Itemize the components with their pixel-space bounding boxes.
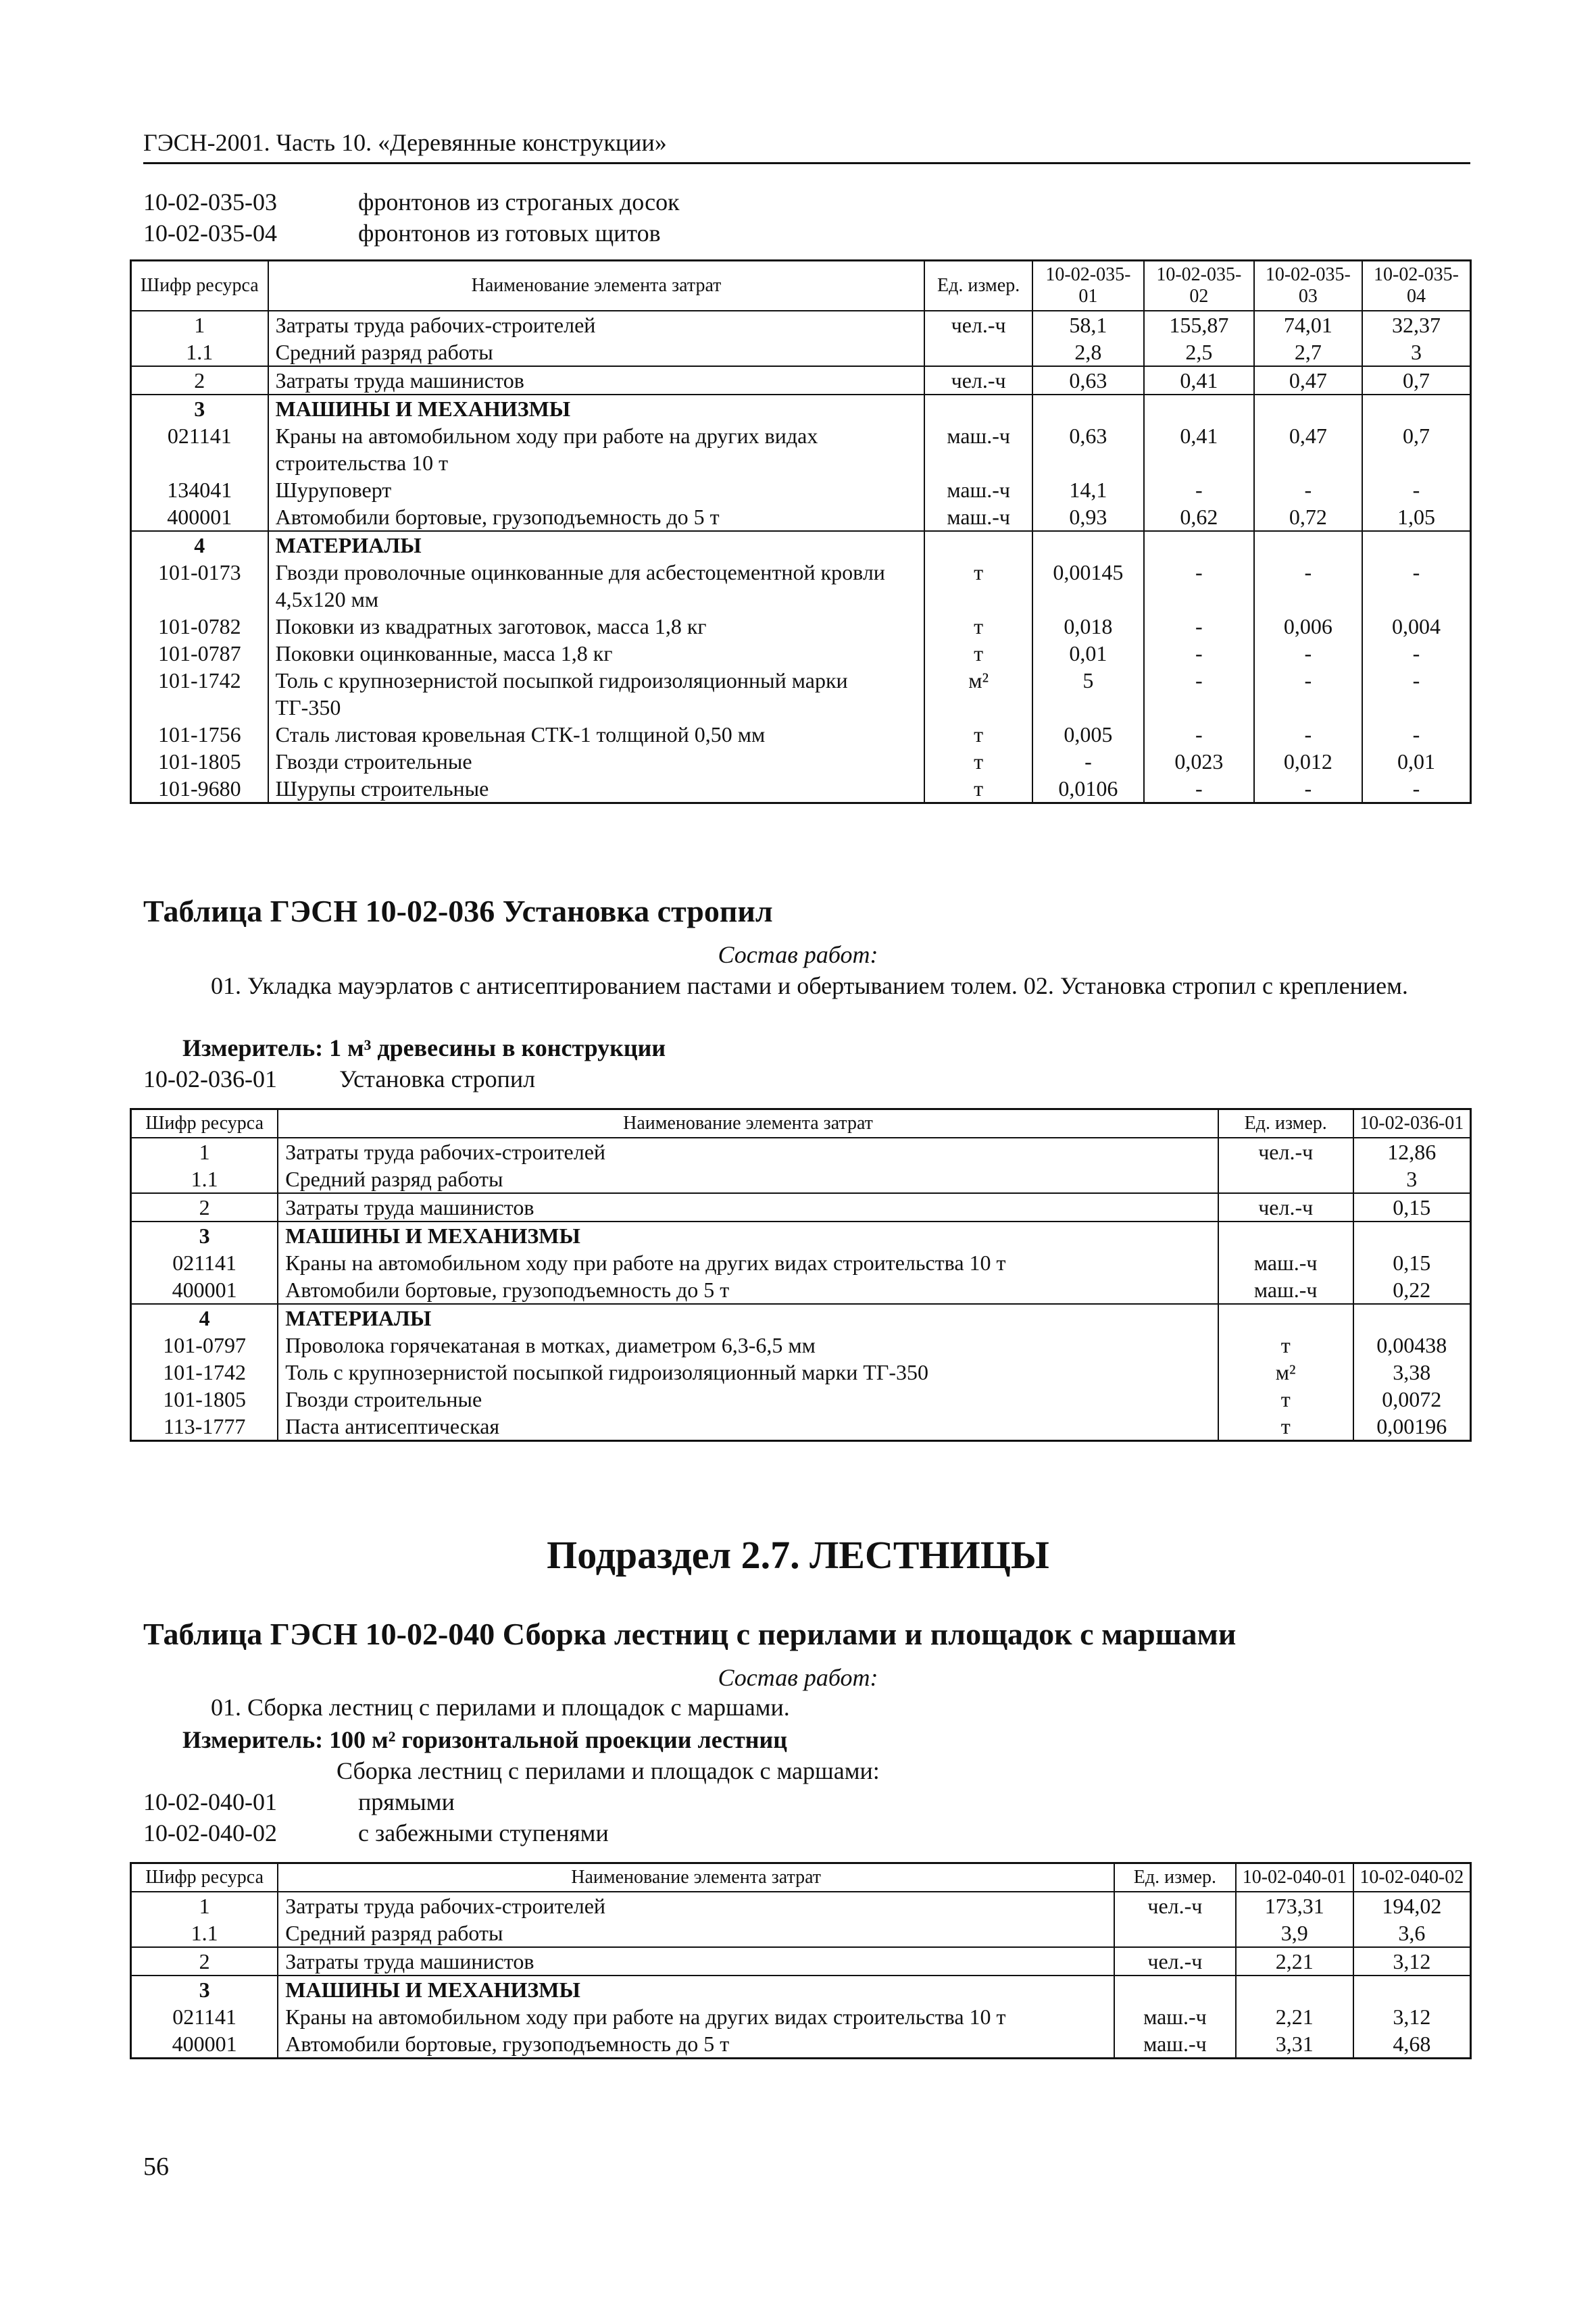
resource-value: - <box>1362 721 1470 748</box>
resource-value: 0,018 <box>1032 613 1144 640</box>
resource-value: 155,87 <box>1144 311 1254 338</box>
resource-name: Поковки оцинкованные, масса 1,8 кг <box>268 640 925 667</box>
table-title-036: Таблица ГЭСН 10-02-036 Установка стропил <box>143 894 773 928</box>
resource-value: 173,31 <box>1236 1892 1353 1919</box>
resource-code: 2 <box>131 1947 278 1976</box>
resource-unit <box>924 531 1032 559</box>
table-row <box>131 1413 1471 1441</box>
table-row <box>131 366 1471 395</box>
resource-value: - <box>1144 613 1254 640</box>
resource-table-036 <box>130 1108 1472 1442</box>
resource-code: 1.1 <box>131 338 268 366</box>
resource-value: - <box>1254 476 1362 503</box>
resource-value: 3,12 <box>1353 2003 1471 2030</box>
header-code: Шифр ресурса <box>131 261 268 311</box>
table-row <box>131 1249 1471 1276</box>
resource-unit: т <box>924 640 1032 667</box>
resource-value <box>1362 395 1470 422</box>
resource-value: 3,31 <box>1236 2030 1353 2059</box>
resource-table-035 <box>130 259 1472 804</box>
resource-value <box>1144 395 1254 422</box>
resource-name: Затраты труда рабочих-строителей <box>278 1892 1114 1919</box>
resource-value: 12,86 <box>1353 1138 1471 1165</box>
resource-value <box>1353 1222 1471 1249</box>
resource-value: - <box>1144 775 1254 803</box>
resource-unit: чел.-ч <box>1114 1947 1236 1976</box>
resource-name: Автомобили бортовые, грузоподъемность до 5 т <box>278 2030 1114 2059</box>
table-row <box>131 1304 1471 1332</box>
resource-code: 101-0797 <box>131 1332 278 1359</box>
resource-value: 0,15 <box>1353 1193 1471 1222</box>
resource-code: 101-1742 <box>131 667 268 721</box>
resource-code: 3 <box>131 395 268 422</box>
variant-lead: Сборка лестниц с перилами и площадок с маршами: <box>336 1757 880 1784</box>
resource-value: - <box>1254 721 1362 748</box>
resource-value <box>1254 395 1362 422</box>
header-variant: 10-02-035-01 <box>1032 261 1144 311</box>
resource-name: Поковки из квадратных заготовок, масса 1,8 кг <box>268 613 925 640</box>
resource-code: 101-9680 <box>131 775 268 803</box>
table-row <box>131 395 1471 422</box>
table-title-040: Таблица ГЭСН 10-02-040 Сборка лестниц с перилами и площадок с маршами <box>143 1617 1237 1651</box>
resource-name: Автомобили бортовые, грузоподъемность до 5 т <box>278 1276 1218 1304</box>
resource-value: 0,00196 <box>1353 1413 1471 1441</box>
resource-value: 0,7 <box>1362 366 1470 395</box>
variant-code: 10-02-040-01 <box>143 1788 277 1815</box>
resource-code: 101-0173 <box>131 559 268 613</box>
variant-line <box>143 188 680 216</box>
subsection-title: Подраздел 2.7. ЛЕСТНИЦЫ <box>547 1533 1049 1577</box>
resource-value: 32,37 <box>1362 311 1470 338</box>
resource-value: 3,38 <box>1353 1359 1471 1386</box>
resource-value: - <box>1254 775 1362 803</box>
resource-unit: чел.-ч <box>924 366 1032 395</box>
resource-unit: т <box>1218 1332 1353 1359</box>
resource-value: 0,004 <box>1362 613 1470 640</box>
resource-code: 101-1805 <box>131 1386 278 1413</box>
meter-line: Измеритель: 100 м² горизонтальной проекции лестниц <box>182 1726 788 1753</box>
resource-value: 5 <box>1032 667 1144 721</box>
resource-name: Гвозди строительные <box>278 1386 1218 1413</box>
resource-value: 3 <box>1353 1165 1471 1193</box>
resource-value: 0,63 <box>1032 366 1144 395</box>
resource-value: 3,12 <box>1353 1947 1471 1976</box>
resource-unit: маш.-ч <box>924 422 1032 476</box>
header-name: Наименование элемента затрат <box>268 261 925 311</box>
table-row <box>131 1919 1471 1947</box>
resource-unit <box>1218 1222 1353 1249</box>
resource-value: 0,41 <box>1144 366 1254 395</box>
resource-value: 0,0072 <box>1353 1386 1471 1413</box>
variant-line <box>143 1065 535 1093</box>
variant-line <box>143 1788 455 1816</box>
resource-name: Средний разряд работы <box>268 338 925 366</box>
resource-value: - <box>1362 640 1470 667</box>
resource-name: Гвозди проволочные оцинкованные для асбестоцементной кровли 4,5х120 мм <box>268 559 925 613</box>
header-variant: 10-02-040-02 <box>1353 1863 1471 1892</box>
table-row <box>131 2003 1471 2030</box>
resource-code: 4 <box>131 531 268 559</box>
resource-value: - <box>1254 667 1362 721</box>
table-row <box>131 1947 1471 1976</box>
resource-value: 0,7 <box>1362 422 1470 476</box>
resource-value: 2,7 <box>1254 338 1362 366</box>
sostav-label: Состав работ: <box>718 941 878 968</box>
table-row <box>131 1222 1471 1249</box>
resource-name: МАШИНЫ И МЕХАНИЗМЫ <box>278 1976 1114 2003</box>
resource-value: - <box>1362 559 1470 613</box>
resource-code: 2 <box>131 1193 278 1222</box>
header-variant: 10-02-035-04 <box>1362 261 1470 311</box>
table-row <box>131 721 1471 748</box>
resource-value: - <box>1144 667 1254 721</box>
resource-name: Затраты труда машинистов <box>278 1947 1114 1976</box>
header-variant: 10-02-036-01 <box>1353 1109 1471 1138</box>
resource-value: 0,0106 <box>1032 775 1144 803</box>
resource-unit <box>924 395 1032 422</box>
resource-code: 3 <box>131 1222 278 1249</box>
resource-name: Толь с крупнозернистой посыпкой гидроизоляционный марки ТГ-350 <box>268 667 925 721</box>
resource-unit: т <box>1218 1413 1353 1441</box>
resource-value <box>1032 395 1144 422</box>
resource-unit: т <box>924 721 1032 748</box>
resource-unit: маш.-ч <box>1114 2003 1236 2030</box>
resource-code: 400001 <box>131 2030 278 2059</box>
resource-unit <box>1114 1919 1236 1947</box>
variant-code: 10-02-036-01 <box>143 1065 277 1092</box>
resource-value: 0,62 <box>1144 503 1254 531</box>
variant-line <box>143 1819 609 1847</box>
resource-unit: т <box>924 613 1032 640</box>
resource-unit <box>924 338 1032 366</box>
header-variant: 10-02-035-02 <box>1144 261 1254 311</box>
resource-code: 101-0782 <box>131 613 268 640</box>
header-variant: 10-02-035-03 <box>1254 261 1362 311</box>
resource-unit: т <box>924 775 1032 803</box>
resource-name: Автомобили бортовые, грузоподъемность до 5 т <box>268 503 925 531</box>
resource-value: 2,21 <box>1236 1947 1353 1976</box>
resource-name: Средний разряд работы <box>278 1919 1114 1947</box>
resource-name: Затраты труда машинистов <box>268 366 925 395</box>
header-name: Наименование элемента затрат <box>278 1863 1114 1892</box>
resource-code: 113-1777 <box>131 1413 278 1441</box>
table-row <box>131 531 1471 559</box>
resource-value: - <box>1144 721 1254 748</box>
sostav-text: 01. Сборка лестниц с перилами и площадок с маршами. <box>211 1694 790 1721</box>
resource-name: Проволока горячекатаная в мотках, диаметром 6,3-6,5 мм <box>278 1332 1218 1359</box>
resource-value <box>1362 531 1470 559</box>
resource-value <box>1353 1304 1471 1332</box>
resource-unit: маш.-ч <box>924 503 1032 531</box>
header-code: Шифр ресурса <box>131 1863 278 1892</box>
resource-unit: чел.-ч <box>1114 1892 1236 1919</box>
resource-value: 0,47 <box>1254 422 1362 476</box>
resource-unit <box>1218 1304 1353 1332</box>
resource-unit <box>1218 1165 1353 1193</box>
meter-line: Измеритель: 1 м³ древесины в конструкции <box>182 1034 666 1061</box>
table-row <box>131 311 1471 338</box>
resource-name: Краны на автомобильном ходу при работе на других видах строительства 10 т <box>278 2003 1114 2030</box>
header-rule <box>143 162 1470 164</box>
table-row <box>131 748 1471 775</box>
resource-value <box>1353 1976 1471 2003</box>
variant-line <box>143 219 661 247</box>
variant-text: прямыми <box>358 1788 455 1815</box>
resource-value: 0,005 <box>1032 721 1144 748</box>
resource-code: 134041 <box>131 476 268 503</box>
resource-name: Затраты труда машинистов <box>278 1193 1218 1222</box>
table-row <box>131 2030 1471 2059</box>
resource-code: 021141 <box>131 1249 278 1276</box>
header-unit: Ед. измер. <box>1114 1863 1236 1892</box>
variant-code: 10-02-035-04 <box>143 220 277 247</box>
resource-unit: маш.-ч <box>924 476 1032 503</box>
resource-value: 2,8 <box>1032 338 1144 366</box>
resource-code: 1 <box>131 1892 278 1919</box>
resource-unit: маш.-ч <box>1114 2030 1236 2059</box>
resource-value: 0,01 <box>1362 748 1470 775</box>
resource-value: - <box>1032 748 1144 775</box>
resource-value: 0,41 <box>1144 422 1254 476</box>
resource-unit <box>1114 1976 1236 2003</box>
resource-value: 4,68 <box>1353 2030 1471 2059</box>
table-row <box>131 503 1471 531</box>
table-row <box>131 1138 1471 1165</box>
resource-unit: чел.-ч <box>1218 1138 1353 1165</box>
header-unit: Ед. измер. <box>924 261 1032 311</box>
header-unit: Ед. измер. <box>1218 1109 1353 1138</box>
resource-value: 2,5 <box>1144 338 1254 366</box>
resource-value: - <box>1144 559 1254 613</box>
variant-text: фронтонов из строганых досок <box>358 188 680 216</box>
resource-value: 0,023 <box>1144 748 1254 775</box>
resource-value: 0,012 <box>1254 748 1362 775</box>
resource-name: Шурупы строительные <box>268 775 925 803</box>
table-row <box>131 640 1471 667</box>
variant-text: с забежными ступенями <box>358 1819 609 1846</box>
resource-unit: м² <box>1218 1359 1353 1386</box>
resource-value: - <box>1362 775 1470 803</box>
resource-value: 3,6 <box>1353 1919 1471 1947</box>
resource-code: 101-1756 <box>131 721 268 748</box>
table-row <box>131 1276 1471 1304</box>
resource-name: Краны на автомобильном ходу при работе на других видах строительства 10 т <box>278 1249 1218 1276</box>
variant-text: Установка стропил <box>339 1065 536 1092</box>
resource-name: Гвозди строительные <box>268 748 925 775</box>
table-row <box>131 1332 1471 1359</box>
resource-code: 1 <box>131 311 268 338</box>
table-row <box>131 422 1471 476</box>
resource-unit: т <box>924 748 1032 775</box>
resource-unit: чел.-ч <box>924 311 1032 338</box>
resource-value: - <box>1362 667 1470 721</box>
resource-name: Краны на автомобильном ходу при работе на других видах строительства 10 т <box>268 422 925 476</box>
resource-value: 0,00438 <box>1353 1332 1471 1359</box>
table-row <box>131 1892 1471 1919</box>
resource-code: 3 <box>131 1976 278 2003</box>
sostav-label: Состав работ: <box>718 1664 878 1691</box>
resource-value: 0,72 <box>1254 503 1362 531</box>
resource-value: 1,05 <box>1362 503 1470 531</box>
table-row <box>131 613 1471 640</box>
resource-code: 2 <box>131 366 268 395</box>
table-row <box>131 1359 1471 1386</box>
resource-name: Толь с крупнозернистой посыпкой гидроизоляционный марки ТГ-350 <box>278 1359 1218 1386</box>
resource-value: 58,1 <box>1032 311 1144 338</box>
resource-unit: маш.-ч <box>1218 1249 1353 1276</box>
resource-name: Паста антисептическая <box>278 1413 1218 1441</box>
resource-name: Шуруповерт <box>268 476 925 503</box>
resource-value: 0,63 <box>1032 422 1144 476</box>
resource-name: Сталь листовая кровельная СТК-1 толщиной 0,50 мм <box>268 721 925 748</box>
variant-code: 10-02-035-03 <box>143 188 277 216</box>
resource-value: - <box>1254 640 1362 667</box>
resource-value: - <box>1254 559 1362 613</box>
resource-code: 021141 <box>131 422 268 476</box>
resource-name: Затраты труда рабочих-строителей <box>278 1138 1218 1165</box>
running-header: ГЭСН-2001. Часть 10. «Деревянные конструкции» <box>143 129 667 156</box>
sostav-text: 01. Укладка мауэрлатов с антисептированием пастами и обертыванием толем. 02. Установка стропил с креплением. <box>211 972 1408 999</box>
table-row <box>131 476 1471 503</box>
resource-name: МАШИНЫ И МЕХАНИЗМЫ <box>268 395 925 422</box>
header-name: Наименование элемента затрат <box>278 1109 1218 1138</box>
table-header-row <box>131 1109 1471 1138</box>
header-variant: 10-02-040-01 <box>1236 1863 1353 1892</box>
resource-value: - <box>1144 476 1254 503</box>
resource-value: 3 <box>1362 338 1470 366</box>
table-row <box>131 1386 1471 1413</box>
resource-value <box>1236 1976 1353 2003</box>
resource-value: 0,93 <box>1032 503 1144 531</box>
resource-code: 400001 <box>131 503 268 531</box>
resource-value: 0,15 <box>1353 1249 1471 1276</box>
table-header-row <box>131 261 1471 311</box>
variant-text: фронтонов из готовых щитов <box>358 220 661 247</box>
table-row <box>131 1193 1471 1222</box>
resource-value: 74,01 <box>1254 311 1362 338</box>
resource-unit: маш.-ч <box>1218 1276 1353 1304</box>
resource-name: Затраты труда рабочих-строителей <box>268 311 925 338</box>
resource-unit: т <box>1218 1386 1353 1413</box>
resource-code: 1.1 <box>131 1165 278 1193</box>
resource-code: 101-1742 <box>131 1359 278 1386</box>
resource-name: МАШИНЫ И МЕХАНИЗМЫ <box>278 1222 1218 1249</box>
resource-name: МАТЕРИАЛЫ <box>278 1304 1218 1332</box>
resource-value: 0,47 <box>1254 366 1362 395</box>
table-header-row <box>131 1863 1471 1892</box>
resource-value: 3,9 <box>1236 1919 1353 1947</box>
table-row <box>131 1976 1471 2003</box>
resource-code: 1.1 <box>131 1919 278 1947</box>
resource-unit: чел.-ч <box>1218 1193 1353 1222</box>
table-row <box>131 667 1471 721</box>
resource-code: 021141 <box>131 2003 278 2030</box>
table-row <box>131 559 1471 613</box>
resource-value: 0,22 <box>1353 1276 1471 1304</box>
resource-value: 0,00145 <box>1032 559 1144 613</box>
resource-value: 0,01 <box>1032 640 1144 667</box>
resource-value <box>1144 531 1254 559</box>
resource-code: 1 <box>131 1138 278 1165</box>
resource-value <box>1032 531 1144 559</box>
resource-name: Средний разряд работы <box>278 1165 1218 1193</box>
page-number: 56 <box>143 2153 169 2181</box>
header-code: Шифр ресурса <box>131 1109 278 1138</box>
resource-code: 101-0787 <box>131 640 268 667</box>
resource-value <box>1254 531 1362 559</box>
resource-unit: м² <box>924 667 1032 721</box>
resource-value: - <box>1144 640 1254 667</box>
table-row <box>131 338 1471 366</box>
resource-value: 194,02 <box>1353 1892 1471 1919</box>
variant-code: 10-02-040-02 <box>143 1819 277 1846</box>
resource-code: 101-1805 <box>131 748 268 775</box>
resource-value: 0,006 <box>1254 613 1362 640</box>
resource-value: - <box>1362 476 1470 503</box>
resource-value: 14,1 <box>1032 476 1144 503</box>
resource-name: МАТЕРИАЛЫ <box>268 531 925 559</box>
resource-value: 2,21 <box>1236 2003 1353 2030</box>
resource-code: 4 <box>131 1304 278 1332</box>
resource-table-040 <box>130 1862 1472 2059</box>
resource-unit: т <box>924 559 1032 613</box>
table-row <box>131 1165 1471 1193</box>
table-row <box>131 775 1471 803</box>
resource-code: 400001 <box>131 1276 278 1304</box>
